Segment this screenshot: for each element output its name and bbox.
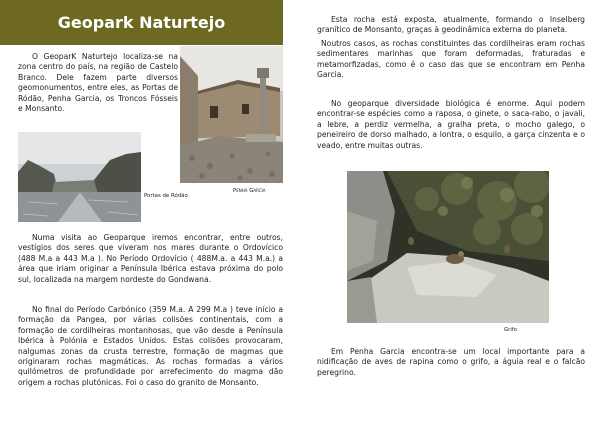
rock-paragraph: Esta rocha está exposta, atualmente, formando o Inselberg granítico de Monsanto, graças à geodinâmica externa do planeta. xyxy=(317,15,585,35)
portas-de-rodao-photo xyxy=(18,132,141,222)
penha-garcia-paragraph: Em Penha Garcia encontra-se um local importante para a nidificação de aves de rapina como o grifo, a águia real e o falcão peregrino. xyxy=(317,347,585,377)
right-page xyxy=(300,0,600,424)
grifo-photo xyxy=(347,171,549,323)
biodiversity-paragraph: No geoparque diversidade biológica é enorme. Aqui podem encontrar-se espécies como a raposa, o ginete, o saca-rabo, o javali, a lebre, a perdiz vermelha, a gralha preta, o mocho galego, o peneireiro de dorso malhado, a lontra, o esquilo, a garça cinzenta e o veado, entre muitas outras. xyxy=(317,99,585,150)
caption-portas-de-rodao: Portas de Ródão xyxy=(144,193,188,199)
page-title: Geopark Naturtejo xyxy=(57,13,226,32)
intro-paragraph: O GeoparK Naturtejo localiza-se na zona centro do país, na região de Castelo Branco. Dele fazem parte diversos geomonumentos, entre eles, as Portas de Ródão, Penha Garcia, os Troncos Fósseis e Monsanto. xyxy=(18,52,178,114)
sedimentary-paragraph: Noutros casos, as rochas constituintes das cordilheiras eram rochas sedimentares marinhas que foram deformadas, fraturadas e metamorfizadas, como é o caso das que se encontram em Penha Garcia. xyxy=(317,39,585,80)
penha-garcia-photo xyxy=(180,46,283,183)
visit-paragraph: Numa visita ao Geoparque iremos encontrar, entre outros, vestígios dos seres que viveram nos mares durante o Ordovícico (488 M.a a 443 M.a ). No Período Ordovício ( 488M.a. a 443 M.a.) a área que iriam originar a Península Ibérica estava próxima do polo sul, localizada na margem nordeste do Gondwana. xyxy=(18,233,283,284)
carbonic-paragraph: No final do Período Carbónico (359 M.a. A 299 M.a ) teve início a formação da Pangea, por várias colisões continentais, com a formação de cordilheiras montanhosas, que vão desde a Península Ibérica à Polónia e Estados Unidos. Estas colisões provocaram, nalgumas zonas da crusta terrestre, formação de magmas que originaram rochas magmáticas. As rochas formadas a vários quilómetros de profundidade por arrefecimento do magma dão origem a rochas plutónicas. Foi o caso do granito de Monsanto. xyxy=(18,305,283,387)
caption-penha-garcia: Penha Garcia xyxy=(233,188,266,194)
caption-grifo: Grifo xyxy=(504,327,518,333)
title-banner xyxy=(0,0,283,45)
